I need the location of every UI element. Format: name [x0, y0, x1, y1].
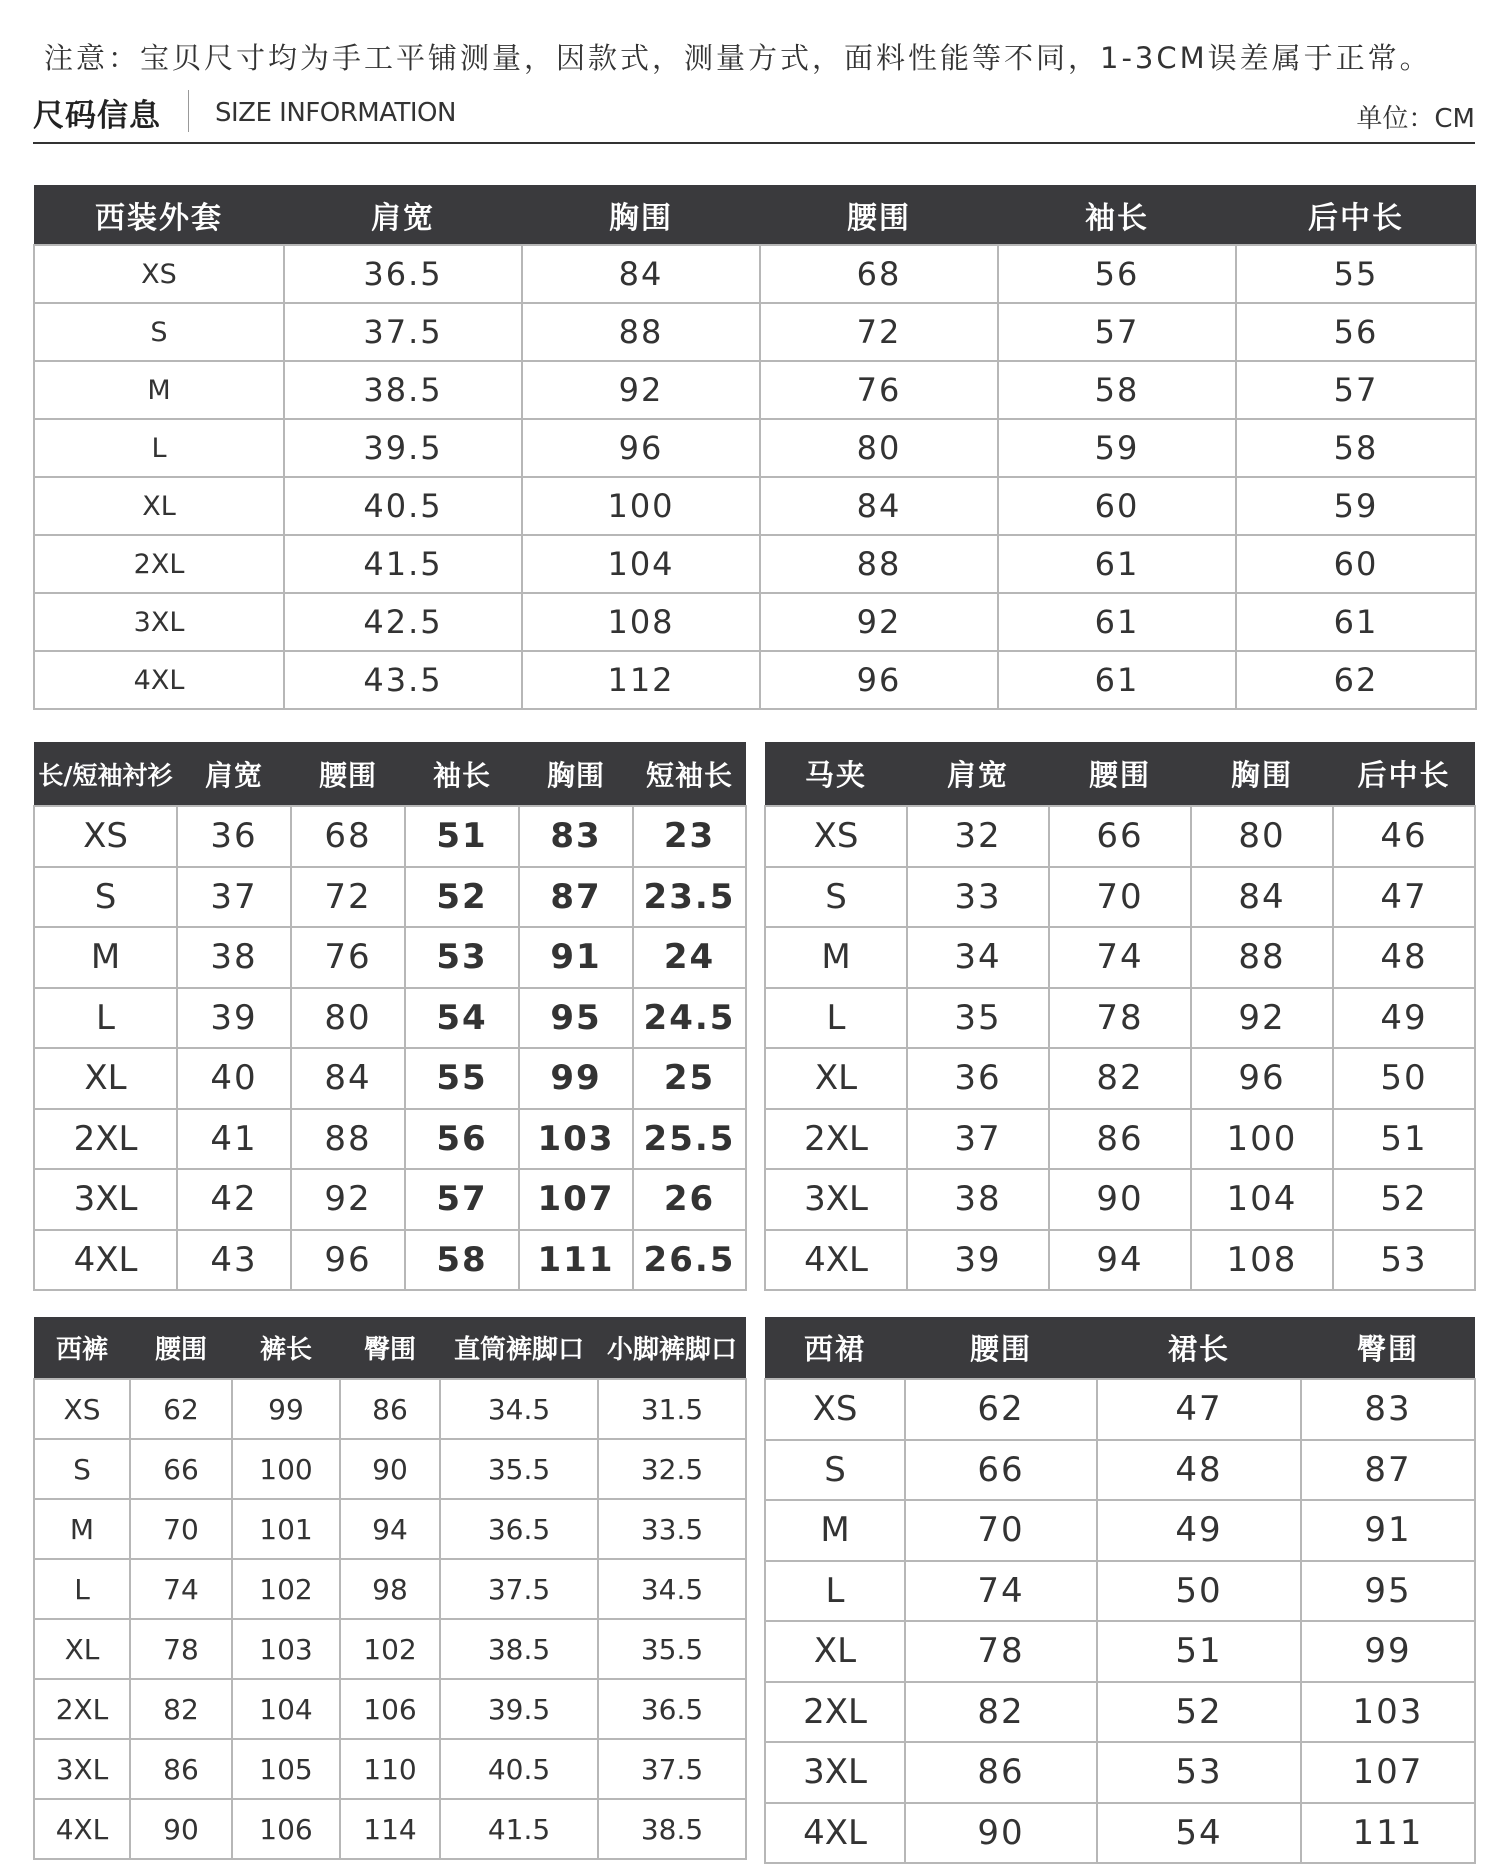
table-row: [34, 1679, 746, 1739]
table-cell: 57: [998, 303, 1236, 361]
table-header-row: [765, 1317, 1475, 1379]
header-cell: 肩宽: [284, 185, 522, 245]
table-row: [765, 867, 1475, 928]
table-row: [34, 477, 1476, 535]
table-cell: 86: [1049, 1109, 1191, 1170]
table-cell: 68: [291, 806, 405, 867]
table-cell: 36.5: [284, 245, 522, 303]
header-cell: 后中长: [1236, 185, 1476, 245]
table-cell: 34.5: [598, 1559, 746, 1619]
table-cell: 48: [1097, 1440, 1301, 1501]
table-cell: 100: [522, 477, 760, 535]
table-cell: 86: [905, 1742, 1097, 1803]
table-cell: 59: [998, 419, 1236, 477]
table-row: [765, 1048, 1475, 1109]
table-cell: 96: [760, 651, 998, 709]
vest-size-table: [764, 742, 1476, 1291]
table-cell: 26.5: [633, 1230, 746, 1291]
table-cell: 42.5: [284, 593, 522, 651]
size-label-cell: 4XL: [34, 1230, 177, 1291]
table-row: [34, 1619, 746, 1679]
table-cell: 53: [405, 927, 519, 988]
table-cell: 62: [905, 1379, 1097, 1440]
table-cell: 101: [232, 1499, 340, 1559]
table-cell: 87: [1301, 1440, 1475, 1501]
table-cell: 33: [907, 867, 1049, 928]
table-row: [34, 303, 1476, 361]
table-cell: 37: [177, 867, 291, 928]
table-cell: 66: [130, 1439, 232, 1499]
size-label-cell: XS: [34, 245, 284, 303]
table-cell: 39.5: [440, 1679, 598, 1739]
table-cell: 74: [905, 1561, 1097, 1622]
size-label-cell: S: [34, 303, 284, 361]
table-cell: 40.5: [284, 477, 522, 535]
header-cell: 腰围: [1049, 742, 1191, 806]
table-row: [765, 1561, 1475, 1622]
table-cell: 74: [130, 1559, 232, 1619]
size-label-cell: M: [34, 1499, 130, 1559]
table-cell: 54: [405, 988, 519, 1049]
table-cell: 38.5: [440, 1619, 598, 1679]
table-cell: 98: [340, 1559, 440, 1619]
table-row: [34, 535, 1476, 593]
table-cell: 49: [1097, 1500, 1301, 1561]
table-cell: 61: [998, 593, 1236, 651]
header-cell: 西裤: [34, 1317, 130, 1379]
size-label-cell: M: [34, 927, 177, 988]
header-cell: 腰围: [291, 742, 405, 806]
header-cell: 肩宽: [177, 742, 291, 806]
table-cell: 105: [232, 1739, 340, 1799]
table-row: [34, 361, 1476, 419]
table-row: [765, 1803, 1475, 1864]
table-cell: 76: [291, 927, 405, 988]
size-label-cell: XS: [765, 806, 907, 867]
table-cell: 58: [1236, 419, 1476, 477]
header-cell: 臀围: [340, 1317, 440, 1379]
header-cell: 腰围: [905, 1317, 1097, 1379]
table-cell: 99: [519, 1048, 633, 1109]
table-cell: 60: [1236, 535, 1476, 593]
table-row: [34, 1379, 746, 1439]
table-cell: 35: [907, 988, 1049, 1049]
table-row: [34, 419, 1476, 477]
table-cell: 41: [177, 1109, 291, 1170]
table-cell: 100: [1191, 1109, 1333, 1170]
table-cell: 76: [760, 361, 998, 419]
table-cell: 112: [522, 651, 760, 709]
table-cell: 62: [130, 1379, 232, 1439]
size-label-cell: L: [765, 988, 907, 1049]
table-cell: 50: [1097, 1561, 1301, 1622]
table-cell: 62: [1236, 651, 1476, 709]
table-cell: 84: [522, 245, 760, 303]
table-cell: 90: [1049, 1169, 1191, 1230]
header-cell: 腰围: [760, 185, 998, 245]
table-row: [34, 806, 746, 867]
table-row: [34, 1739, 746, 1799]
table-cell: 38.5: [284, 361, 522, 419]
size-label-cell: XS: [34, 1379, 130, 1439]
table-header-row: [34, 185, 1476, 245]
table-cell: 31.5: [598, 1379, 746, 1439]
header-cell: 长/短袖衬衫: [34, 742, 177, 806]
section-subtitle: SIZE INFORMATION: [215, 98, 456, 128]
table-cell: 78: [905, 1621, 1097, 1682]
table-cell: 52: [405, 867, 519, 928]
section-title: 尺码信息: [33, 98, 161, 134]
table-cell: 80: [291, 988, 405, 1049]
table-cell: 96: [1191, 1048, 1333, 1109]
table-cell: 83: [519, 806, 633, 867]
table-cell: 32.5: [598, 1439, 746, 1499]
table-row: [765, 1379, 1475, 1440]
table-cell: 42: [177, 1169, 291, 1230]
table-cell: 78: [1049, 988, 1191, 1049]
size-label-cell: XL: [34, 477, 284, 535]
table-cell: 37.5: [598, 1739, 746, 1799]
table-cell: 88: [1191, 927, 1333, 988]
table-row: [765, 1742, 1475, 1803]
table-cell: 23: [633, 806, 746, 867]
size-label-cell: 3XL: [34, 1169, 177, 1230]
skirt-size-table: [764, 1317, 1476, 1864]
table-cell: 114: [340, 1799, 440, 1859]
header-cell: 西裙: [765, 1317, 905, 1379]
table-cell: 70: [1049, 867, 1191, 928]
table-cell: 94: [1049, 1230, 1191, 1291]
table-cell: 96: [522, 419, 760, 477]
header-cell: 西装外套: [34, 185, 284, 245]
table-cell: 87: [519, 867, 633, 928]
table-cell: 24.5: [633, 988, 746, 1049]
size-label-cell: S: [765, 1440, 905, 1501]
table-row: [34, 1559, 746, 1619]
table-cell: 108: [522, 593, 760, 651]
suit-size-table: [33, 185, 1477, 710]
table-row: [765, 1621, 1475, 1682]
table-cell: 95: [519, 988, 633, 1049]
table-row: [765, 1682, 1475, 1743]
table-cell: 53: [1097, 1742, 1301, 1803]
table-cell: 35.5: [440, 1439, 598, 1499]
table-cell: 88: [760, 535, 998, 593]
table-row: [34, 1109, 746, 1170]
size-label-cell: XS: [765, 1379, 905, 1440]
size-label-cell: L: [765, 1561, 905, 1622]
table-cell: 58: [998, 361, 1236, 419]
size-label-cell: S: [34, 867, 177, 928]
header-cell: 肩宽: [907, 742, 1049, 806]
header-cell: 小脚裤脚口: [598, 1317, 746, 1379]
table-cell: 55: [405, 1048, 519, 1109]
header-divider: [188, 90, 189, 132]
table-cell: 38.5: [598, 1799, 746, 1859]
table-row: [34, 1499, 746, 1559]
table-cell: 78: [130, 1619, 232, 1679]
table-cell: 39.5: [284, 419, 522, 477]
table-row: [34, 867, 746, 928]
table-cell: 38: [907, 1169, 1049, 1230]
table-cell: 84: [1191, 867, 1333, 928]
table-cell: 54: [1097, 1803, 1301, 1864]
table-cell: 36.5: [440, 1499, 598, 1559]
table-cell: 48: [1333, 927, 1475, 988]
table-cell: 35.5: [598, 1619, 746, 1679]
size-label-cell: 3XL: [765, 1742, 905, 1803]
table-cell: 86: [130, 1739, 232, 1799]
table-header-row: [34, 1317, 746, 1379]
table-cell: 43.5: [284, 651, 522, 709]
table-cell: 103: [519, 1109, 633, 1170]
table-cell: 88: [522, 303, 760, 361]
table-row: [34, 1230, 746, 1291]
table-cell: 111: [1301, 1803, 1475, 1864]
table-cell: 106: [340, 1679, 440, 1739]
size-label-cell: L: [34, 419, 284, 477]
size-label-cell: 4XL: [34, 651, 284, 709]
header-cell: 直筒裤脚口: [440, 1317, 598, 1379]
table-cell: 95: [1301, 1561, 1475, 1622]
table-cell: 90: [905, 1803, 1097, 1864]
table-row: [34, 1048, 746, 1109]
table-row: [765, 1109, 1475, 1170]
table-cell: 94: [340, 1499, 440, 1559]
table-row: [34, 651, 1476, 709]
table-cell: 36: [907, 1048, 1049, 1109]
table-cell: 61: [1236, 593, 1476, 651]
table-cell: 39: [177, 988, 291, 1049]
table-cell: 58: [405, 1230, 519, 1291]
table-cell: 37.5: [284, 303, 522, 361]
table-cell: 47: [1333, 867, 1475, 928]
table-cell: 82: [130, 1679, 232, 1739]
table-cell: 102: [340, 1619, 440, 1679]
table-cell: 56: [998, 245, 1236, 303]
header-cell: 马夹: [765, 742, 907, 806]
table-cell: 59: [1236, 477, 1476, 535]
table-cell: 37.5: [440, 1559, 598, 1619]
table-cell: 38: [177, 927, 291, 988]
table-header-row: [34, 742, 746, 806]
table-cell: 70: [130, 1499, 232, 1559]
table-cell: 40: [177, 1048, 291, 1109]
table-cell: 84: [291, 1048, 405, 1109]
header-cell: 臀围: [1301, 1317, 1475, 1379]
table-cell: 51: [405, 806, 519, 867]
table-cell: 90: [130, 1799, 232, 1859]
table-cell: 110: [340, 1739, 440, 1799]
table-cell: 103: [232, 1619, 340, 1679]
table-cell: 92: [1191, 988, 1333, 1049]
table-cell: 52: [1097, 1682, 1301, 1743]
table-cell: 86: [340, 1379, 440, 1439]
table-cell: 34: [907, 927, 1049, 988]
table-cell: 107: [1301, 1742, 1475, 1803]
size-label-cell: 3XL: [34, 593, 284, 651]
size-info-header: [33, 88, 1475, 144]
table-cell: 41.5: [440, 1799, 598, 1859]
table-cell: 32: [907, 806, 1049, 867]
size-label-cell: M: [34, 361, 284, 419]
table-cell: 92: [760, 593, 998, 651]
size-label-cell: M: [765, 1500, 905, 1561]
table-cell: 80: [760, 419, 998, 477]
table-row: [34, 1799, 746, 1859]
table-cell: 33.5: [598, 1499, 746, 1559]
header-cell: 后中长: [1333, 742, 1475, 806]
table-cell: 104: [522, 535, 760, 593]
table-cell: 66: [905, 1440, 1097, 1501]
header-cell: 裤长: [232, 1317, 340, 1379]
header-cell: 腰围: [130, 1317, 232, 1379]
table-cell: 91: [519, 927, 633, 988]
table-cell: 111: [519, 1230, 633, 1291]
size-label-cell: L: [34, 988, 177, 1049]
table-row: [34, 245, 1476, 303]
table-cell: 92: [291, 1169, 405, 1230]
table-cell: 56: [405, 1109, 519, 1170]
table-cell: 106: [232, 1799, 340, 1859]
table-cell: 92: [522, 361, 760, 419]
table-cell: 51: [1097, 1621, 1301, 1682]
table-cell: 36.5: [598, 1679, 746, 1739]
header-cell: 袖长: [405, 742, 519, 806]
table-cell: 72: [291, 867, 405, 928]
table-cell: 56: [1236, 303, 1476, 361]
size-label-cell: 2XL: [765, 1109, 907, 1170]
measurement-notice: 注意：宝贝尺寸均为手工平铺测量，因款式，测量方式，面料性能等不同，1-3CM误差属于正常。: [44, 41, 1432, 75]
table-row: [34, 927, 746, 988]
table-cell: 47: [1097, 1379, 1301, 1440]
table-cell: 40.5: [440, 1739, 598, 1799]
table-row: [765, 1440, 1475, 1501]
table-cell: 104: [1191, 1169, 1333, 1230]
size-label-cell: 2XL: [34, 1679, 130, 1739]
table-header-row: [765, 742, 1475, 806]
table-cell: 60: [998, 477, 1236, 535]
table-cell: 104: [232, 1679, 340, 1739]
table-cell: 37: [907, 1109, 1049, 1170]
shirt-size-table: [33, 742, 747, 1291]
header-cell: 短袖长: [633, 742, 746, 806]
size-label-cell: M: [765, 927, 907, 988]
table-row: [765, 927, 1475, 988]
table-cell: 96: [291, 1230, 405, 1291]
size-label-cell: XL: [34, 1048, 177, 1109]
table-cell: 102: [232, 1559, 340, 1619]
table-cell: 100: [232, 1439, 340, 1499]
size-label-cell: 2XL: [34, 1109, 177, 1170]
size-label-cell: 2XL: [34, 535, 284, 593]
table-cell: 50: [1333, 1048, 1475, 1109]
table-cell: 82: [905, 1682, 1097, 1743]
table-cell: 68: [760, 245, 998, 303]
table-cell: 70: [905, 1500, 1097, 1561]
table-cell: 61: [998, 535, 1236, 593]
size-label-cell: S: [765, 867, 907, 928]
table-cell: 43: [177, 1230, 291, 1291]
table-cell: 57: [1236, 361, 1476, 419]
size-label-cell: XL: [765, 1048, 907, 1109]
header-cell: 胸围: [522, 185, 760, 245]
table-cell: 39: [907, 1230, 1049, 1291]
size-label-cell: 2XL: [765, 1682, 905, 1743]
table-row: [34, 988, 746, 1049]
table-cell: 83: [1301, 1379, 1475, 1440]
table-cell: 41.5: [284, 535, 522, 593]
table-row: [765, 1230, 1475, 1291]
table-cell: 107: [519, 1169, 633, 1230]
table-cell: 108: [1191, 1230, 1333, 1291]
table-row: [34, 593, 1476, 651]
size-label-cell: 3XL: [765, 1169, 907, 1230]
table-cell: 52: [1333, 1169, 1475, 1230]
table-cell: 99: [1301, 1621, 1475, 1682]
table-cell: 51: [1333, 1109, 1475, 1170]
pants-size-table: [33, 1317, 747, 1860]
size-label-cell: 4XL: [34, 1799, 130, 1859]
size-label-cell: 4XL: [765, 1230, 907, 1291]
table-row: [765, 1169, 1475, 1230]
table-cell: 26: [633, 1169, 746, 1230]
table-cell: 36: [177, 806, 291, 867]
table-cell: 57: [405, 1169, 519, 1230]
table-cell: 91: [1301, 1500, 1475, 1561]
size-label-cell: L: [34, 1559, 130, 1619]
table-cell: 46: [1333, 806, 1475, 867]
table-cell: 84: [760, 477, 998, 535]
size-label-cell: XS: [34, 806, 177, 867]
table-cell: 23.5: [633, 867, 746, 928]
table-cell: 25: [633, 1048, 746, 1109]
table-cell: 66: [1049, 806, 1191, 867]
header-cell: 胸围: [1191, 742, 1333, 806]
table-cell: 99: [232, 1379, 340, 1439]
table-row: [765, 806, 1475, 867]
header-cell: 袖长: [998, 185, 1236, 245]
table-row: [765, 1500, 1475, 1561]
table-row: [34, 1169, 746, 1230]
table-row: [34, 1439, 746, 1499]
table-cell: 80: [1191, 806, 1333, 867]
table-cell: 53: [1333, 1230, 1475, 1291]
size-label-cell: XL: [765, 1621, 905, 1682]
unit-label: 单位：CM: [1356, 104, 1475, 134]
table-row: [765, 988, 1475, 1049]
table-cell: 61: [998, 651, 1236, 709]
table-cell: 88: [291, 1109, 405, 1170]
table-cell: 25.5: [633, 1109, 746, 1170]
size-label-cell: 3XL: [34, 1739, 130, 1799]
table-cell: 82: [1049, 1048, 1191, 1109]
header-cell: 胸围: [519, 742, 633, 806]
size-label-cell: XL: [34, 1619, 130, 1679]
table-cell: 49: [1333, 988, 1475, 1049]
size-label-cell: S: [34, 1439, 130, 1499]
table-cell: 103: [1301, 1682, 1475, 1743]
table-cell: 55: [1236, 245, 1476, 303]
size-label-cell: 4XL: [765, 1803, 905, 1864]
table-cell: 90: [340, 1439, 440, 1499]
header-cell: 裙长: [1097, 1317, 1301, 1379]
table-cell: 24: [633, 927, 746, 988]
table-cell: 74: [1049, 927, 1191, 988]
table-cell: 34.5: [440, 1379, 598, 1439]
table-cell: 72: [760, 303, 998, 361]
